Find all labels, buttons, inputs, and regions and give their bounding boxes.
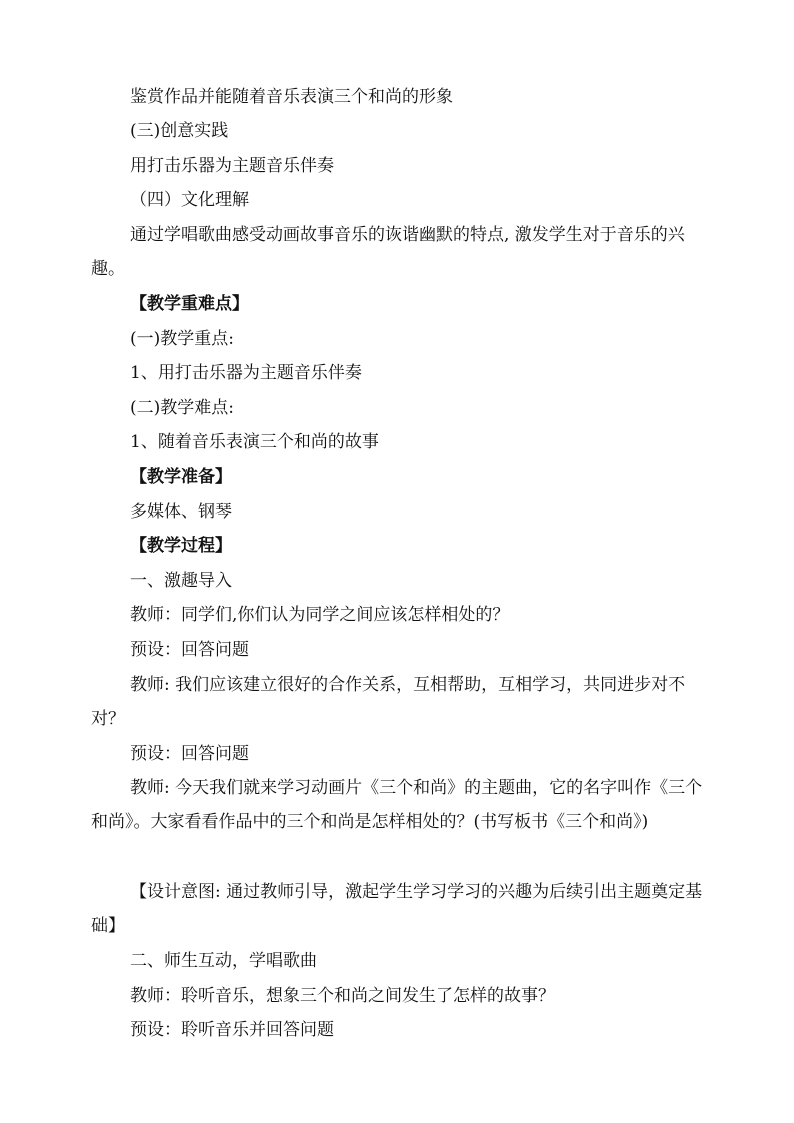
section-process: 【教学过程】 bbox=[130, 536, 232, 556]
list-item-key-point-1: 1、用打击乐器为主题音乐伴奏 bbox=[130, 363, 362, 383]
subheading-difficult-point: (二)教学难点: bbox=[130, 398, 234, 418]
heading-creative-practice: (三)创意实践 bbox=[130, 121, 229, 141]
paragraph-appreciation: 鉴赏作品并能随着音乐表演三个和尚的形象 bbox=[130, 87, 453, 107]
dialogue-teacher-4: 教师：聆听音乐，想象三个和尚之间发生了怎样的故事？ bbox=[130, 986, 555, 1006]
heading-introduction: 一、激趣导入 bbox=[130, 571, 232, 591]
dialogue-expected-1: 预设：回答问题 bbox=[130, 640, 249, 660]
dialogue-teacher-3: 教师: 今天我们就来学习动画片《三个和尚》的主题曲，它的名字叫作《三个和尚》。大家看看作品中的三个和尚是怎样相处的？(书写板书《三个和尚》) bbox=[91, 778, 703, 832]
dialogue-teacher-2: 教师: 我们应该建立很好的合作关系，互相帮助，互相学习，共同进步对不对？ bbox=[91, 675, 686, 729]
design-intent-note: 【设计意图: 通过教师引导，激起学生学习学习的兴趣为后续引出主题奠定基础】 bbox=[91, 882, 703, 936]
section-preparation: 【教学准备】 bbox=[130, 467, 232, 487]
paragraph-percussion: 用打击乐器为主题音乐伴奏 bbox=[130, 156, 334, 176]
paragraph-cultural-goal: 通过学唱歌曲感受动画故事音乐的诙谐幽默的特点, 激发学生对于音乐的兴趣。 bbox=[91, 225, 685, 279]
list-item-difficult-point-1: 1、随着音乐表演三个和尚的故事 bbox=[130, 432, 379, 452]
paragraph-materials: 多媒体、钢琴 bbox=[130, 502, 232, 522]
heading-interaction: 二、师生互动，学唱歌曲 bbox=[130, 951, 317, 971]
section-key-points: 【教学重难点】 bbox=[130, 294, 249, 314]
heading-cultural-understanding: （四）文化理解 bbox=[130, 190, 249, 210]
dialogue-expected-2: 预设：回答问题 bbox=[130, 744, 249, 764]
subheading-key-point: (一)教学重点: bbox=[130, 329, 234, 349]
dialogue-expected-3: 预设：聆听音乐并回答问题 bbox=[130, 1020, 334, 1040]
dialogue-teacher-1: 教师：同学们,你们认为同学之间应该怎样相处的？ bbox=[130, 605, 510, 625]
